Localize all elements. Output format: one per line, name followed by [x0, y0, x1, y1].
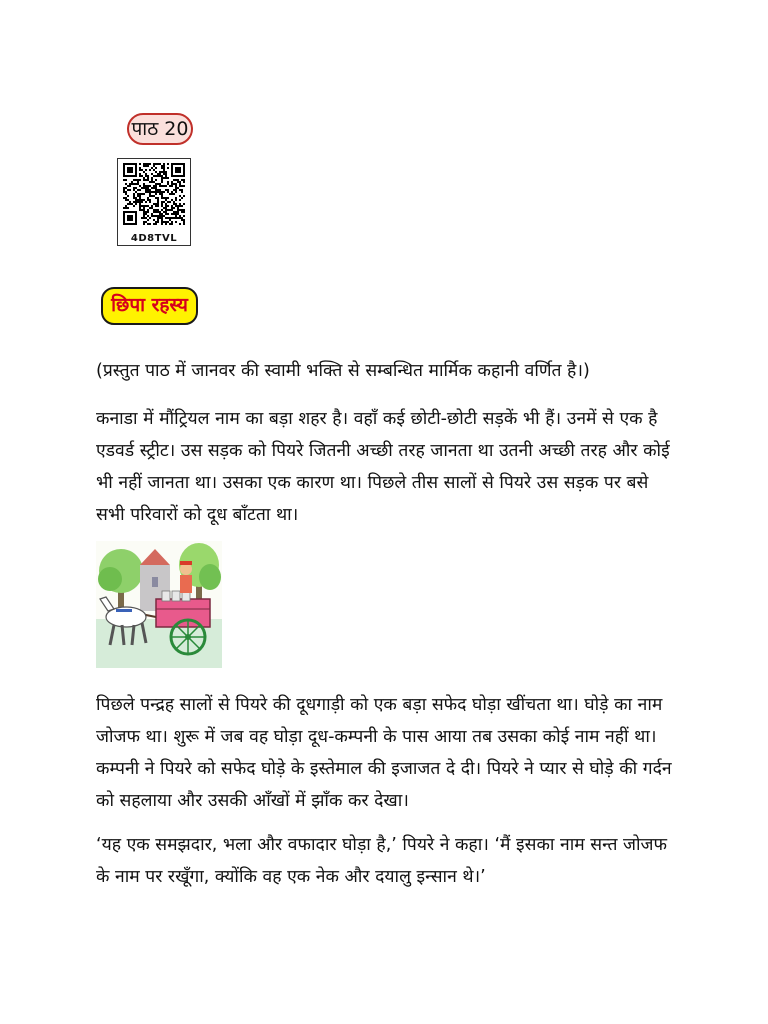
lesson-number-badge: पाठ 20 [127, 113, 193, 145]
qr-code[interactable] [117, 158, 191, 246]
story-paragraph: कनाडा में मौंट्रियल नाम का बड़ा शहर है। वहाँ कई छोटी-छोटी सड़कें भी हैं। उनमें से एक है एडवर्ड स्ट्रीट। उस सड़क को पियरे जितनी अच्छी तरह जानता था उतनी अच्छी तरह और कोई भी नहीं जानता था। उसका एक कारण था। पिछले तीस सालों से पियरे उस सड़क पर बसे सभी परिवारों को दूध बाँटता था। [96, 409, 670, 525]
milk-cart-illustration [96, 541, 222, 668]
story-paragraph: ‘यह एक समझदार, भला और वफादार घोड़ा है,’ पियरे ने कहा। ‘मैं इसका नाम सन्त जोजफ के नाम पर रखूँगा, क्योंकि वह एक नेक और दयालु इन्सान थे।’ [96, 835, 668, 887]
story-paragraph: पिछले पन्द्रह सालों से पियरे की दूधगाड़ी को एक बड़ा सफेद घोड़ा खींचता था। घोड़े का नाम जोजफ था। शुरू में जब वह घोड़ा दूध-कम्पनी के पास आया तब उसका कोई नाम नहीं था। कम्पनी ने पियरे को सफेद घोड़े के इस्तेमाल की इजाजत दे दी। पियरे ने प्यार से घोड़े की गर्दन को सहलाया और उसकी आँखों में झाँक कर देखा। [96, 695, 672, 811]
qr-code-label: 4D8TVL [130, 233, 178, 244]
qr-code-icon [123, 163, 185, 225]
lesson-intro: (प्रस्तुत पाठ में जानवर की स्वामी भक्ति से सम्बन्धित मार्मिक कहानी वर्णित है।) [96, 361, 590, 381]
lesson-title: छिपा रहस्य [101, 287, 198, 325]
